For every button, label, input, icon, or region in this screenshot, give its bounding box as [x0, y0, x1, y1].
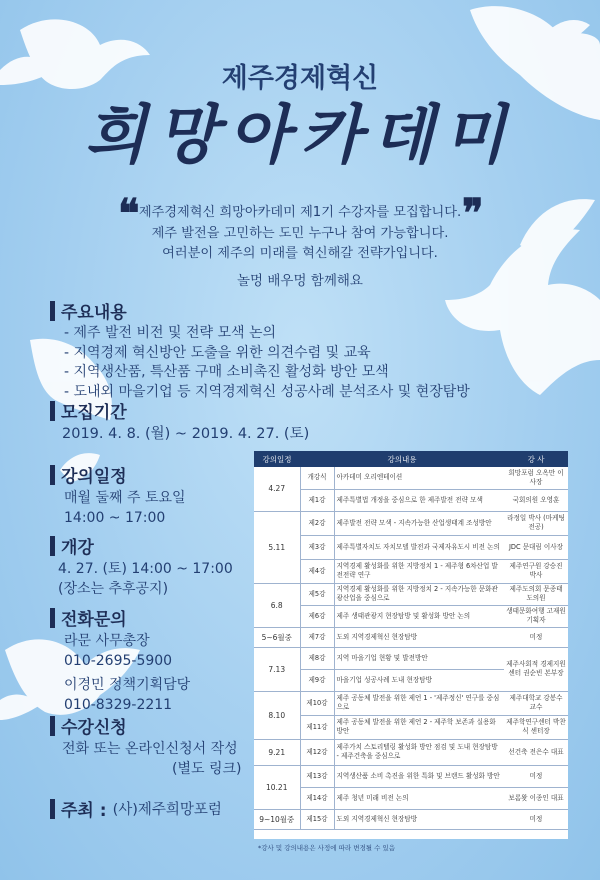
intro-line-1: 제주경제혁신 희망아카데미 제1기 수강자를 모집합니다.	[138, 205, 462, 220]
host-name: (사)제주희망포럼	[112, 802, 222, 818]
intro-highlight: 놀멍 배우멍 함께해요	[237, 272, 363, 289]
cell-session: 제8강	[300, 647, 334, 669]
intro-line-3: 여러분이 제주의 미래를 혁신해갈 전략가입니다.	[162, 246, 438, 261]
table-row	[254, 511, 568, 535]
intro-line-2: 제주 발전을 고민하는 도민 누구나 참여 가능합니다.	[151, 225, 449, 241]
cell-lecturer: 생태문화여행 고재원 기획자	[504, 605, 568, 627]
cell-session: 제6강	[300, 605, 334, 627]
main-content-heading: 주요내용	[61, 303, 127, 323]
recruit-section	[50, 398, 309, 445]
column-header-content: 강의내용	[300, 451, 504, 467]
host-section	[50, 796, 222, 821]
contact-heading: 전화문의	[61, 610, 127, 630]
cell-content: 아카데미 오리엔테이션	[334, 467, 504, 489]
table-row	[254, 583, 568, 605]
section-bar	[50, 716, 55, 736]
apply-link[interactable]: (별도 링크)	[172, 760, 242, 777]
table-row	[254, 627, 568, 647]
cell-session: 제3강	[300, 535, 334, 559]
cell-date: 8.10	[254, 691, 300, 739]
opening-datetime: 4. 27. (토) 14:00 ~ 17:00	[58, 561, 233, 577]
cell-session: 제1강	[300, 489, 334, 511]
cell-date: 5~6월중	[254, 627, 300, 647]
cell-date: 6.8	[254, 583, 300, 627]
cell-session: 제10강	[300, 691, 334, 715]
lecture-table	[254, 451, 568, 839]
table-row	[254, 765, 568, 787]
table-row	[254, 691, 568, 715]
apply-section	[50, 713, 241, 779]
cell-content: 제주특별법 개정을 중심으로 한 제주발전 전략 모색	[334, 489, 504, 511]
cell-content: 제주 공동체 발전을 위한 제언 2 - 제주학 보존과 실용화 방안	[334, 715, 504, 739]
host-label: 주최 :	[61, 801, 107, 821]
section-bar	[50, 301, 55, 321]
contact-person-2: 이경민 정책기획담당	[64, 677, 191, 693]
cell-content: 지역생산품 소비 촉진을 위한 특화 및 브랜드 활성화 방안	[334, 765, 504, 787]
cell-lecturer: 보롬왓 이종인 대표	[504, 787, 568, 809]
cell-content: 제주가치 스토리텔링 활성화 방안 점검 및 도내 현장탐방 - 제주건축을 중심으로	[334, 739, 504, 765]
table-row	[254, 787, 568, 809]
cell-content: 도외 지역경제혁신 현장탐방	[334, 627, 504, 647]
table-row	[254, 467, 568, 489]
contact-person-1: 라문 사무총장	[64, 633, 150, 649]
schedule-day: 매월 둘째 주 토요일	[64, 490, 186, 506]
cell-session: 제7강	[300, 627, 334, 647]
cell-lecturer: 제주사회적 경제지원센터 권순빈 본부장	[504, 647, 568, 691]
cell-content: 지역경제 활성화를 위한 지방정치 1 - 제주형 6차산업 발전전략 연구	[334, 559, 504, 583]
cell-date: 5.11	[254, 511, 300, 583]
main-content-section	[50, 298, 470, 402]
cell-content: 마을기업 성공사례 도내 현장탐방	[334, 669, 504, 691]
table-note: *강사 및 강의내용은 사정에 따라 변경될 수 있음	[258, 844, 396, 852]
cell-lecturer: 희망포럼 오옥만 이사장	[504, 467, 568, 489]
page-subtitle: 제주경제혁신	[221, 63, 379, 94]
cell-lecturer: 미정	[504, 627, 568, 647]
opening-place: (장소는 추후공지)	[58, 580, 169, 597]
cell-date: 9~10월중	[254, 809, 300, 829]
cell-content: 도외 지역경제혁신 현장탐방	[334, 809, 504, 829]
cell-session: 제11강	[300, 715, 334, 739]
list-item: - 지역경제 혁신방안 도출을 위한 의견수렴 및 교육	[64, 344, 371, 361]
cell-date: 10.21	[254, 765, 300, 809]
cell-content: 제주특별자치도 자치모델 발전과 국제자유도시 비전 논의	[334, 535, 504, 559]
cell-content: 제주발전 전략 모색 - 지속가능한 산업생태계 조성방안	[334, 511, 504, 535]
cell-lecturer: 국회의원 오영훈	[504, 489, 568, 511]
cell-date: 7.13	[254, 647, 300, 691]
column-header-lecturer: 강 사	[504, 451, 568, 467]
table-row	[254, 809, 568, 829]
cell-content: 제주 공동체 발전을 위한 제언 1 - '제주정신' 연구를 중심으로	[334, 691, 504, 715]
table-row	[254, 647, 568, 669]
cell-content: 지역경제 활성화를 위한 지방정치 2 - 지속가능한 문화관광산업을 중심으로	[334, 583, 504, 605]
contact-section	[50, 605, 190, 715]
cell-content: 제주 청년 미래 비전 논의	[334, 787, 504, 809]
section-bar	[50, 465, 55, 485]
cell-lecturer: 제주연구원 강승진 박사	[504, 559, 568, 583]
cell-lecturer: 제주대학교 강봉수 교수	[504, 691, 568, 715]
recruit-period: 2019. 4. 8. (월) ~ 2019. 4. 27. (토)	[62, 426, 310, 442]
schedule-time: 14:00 ~ 17:00	[64, 509, 166, 526]
cell-session: 제12강	[300, 739, 334, 765]
list-item: - 제주 발전 비전 및 전략 모색 논의	[64, 325, 277, 341]
contact-phone-1[interactable]: 010-2695-5900	[64, 652, 173, 669]
table-row	[254, 739, 568, 765]
table-row	[254, 715, 568, 739]
table-row	[254, 605, 568, 627]
cell-date: 9.21	[254, 739, 300, 765]
cell-date: 4.27	[254, 467, 300, 511]
cell-session: 개강식	[300, 467, 334, 489]
contact-phone-2[interactable]: 010-8329-2211	[64, 696, 173, 713]
list-item: - 지역생산품, 특산품 구매 소비촉진 활성화 방안 모색	[64, 364, 389, 380]
cell-session: 제2강	[300, 511, 334, 535]
section-bar	[50, 608, 55, 628]
section-bar	[50, 401, 55, 421]
cell-lecturer: 미정	[504, 809, 568, 829]
opening-section	[50, 533, 233, 599]
cell-lecturer: 미정	[504, 765, 568, 787]
cell-lecturer: 선건축 전은수 대표	[504, 739, 568, 765]
table-row	[254, 559, 568, 583]
open-quote: ❝	[118, 190, 140, 237]
cell-session: 제15강	[300, 809, 334, 829]
cell-lecturer: 제주학연구센터 박찬식 센터장	[504, 715, 568, 739]
section-bar	[50, 799, 55, 819]
schedule-heading: 강의일정	[61, 467, 127, 487]
schedule-section	[50, 462, 186, 528]
cell-session: 제13강	[300, 765, 334, 787]
column-header-date: 강의일정	[254, 451, 300, 467]
apply-heading: 수강신청	[61, 718, 127, 738]
cell-lecturer: JDC 문대림 이사장	[504, 535, 568, 559]
close-quote: ❞	[462, 190, 484, 237]
apply-method: 전화 또는 온라인신청서 작성	[62, 741, 238, 757]
cell-content: 지역 마을기업 현황 및 발전방안	[334, 647, 504, 669]
intro-text	[0, 203, 600, 291]
table-row	[254, 535, 568, 559]
table-row	[254, 489, 568, 511]
list-item: - 도내외 마을기업 등 지역경제혁신 성공사례 분석조사 및 현장탐방	[64, 383, 470, 400]
cell-content: 제주 생태관광지 현장탐방 및 활성화 방안 논의	[334, 605, 504, 627]
section-bar	[50, 536, 55, 556]
cell-lecturer: 제주도의회 문종태 도의원	[504, 583, 568, 605]
opening-heading: 개강	[61, 538, 94, 558]
recruit-heading: 모집기간	[61, 403, 127, 423]
cell-session: 제4강	[300, 559, 334, 583]
page-title: 희망아카데미	[84, 98, 516, 173]
cell-session: 제9강	[300, 669, 334, 691]
cell-session: 제14강	[300, 787, 334, 809]
cell-lecturer: 라정일 박사 (마케팅전공)	[504, 511, 568, 535]
cell-session: 제5강	[300, 583, 334, 605]
table-header-row	[254, 451, 568, 467]
